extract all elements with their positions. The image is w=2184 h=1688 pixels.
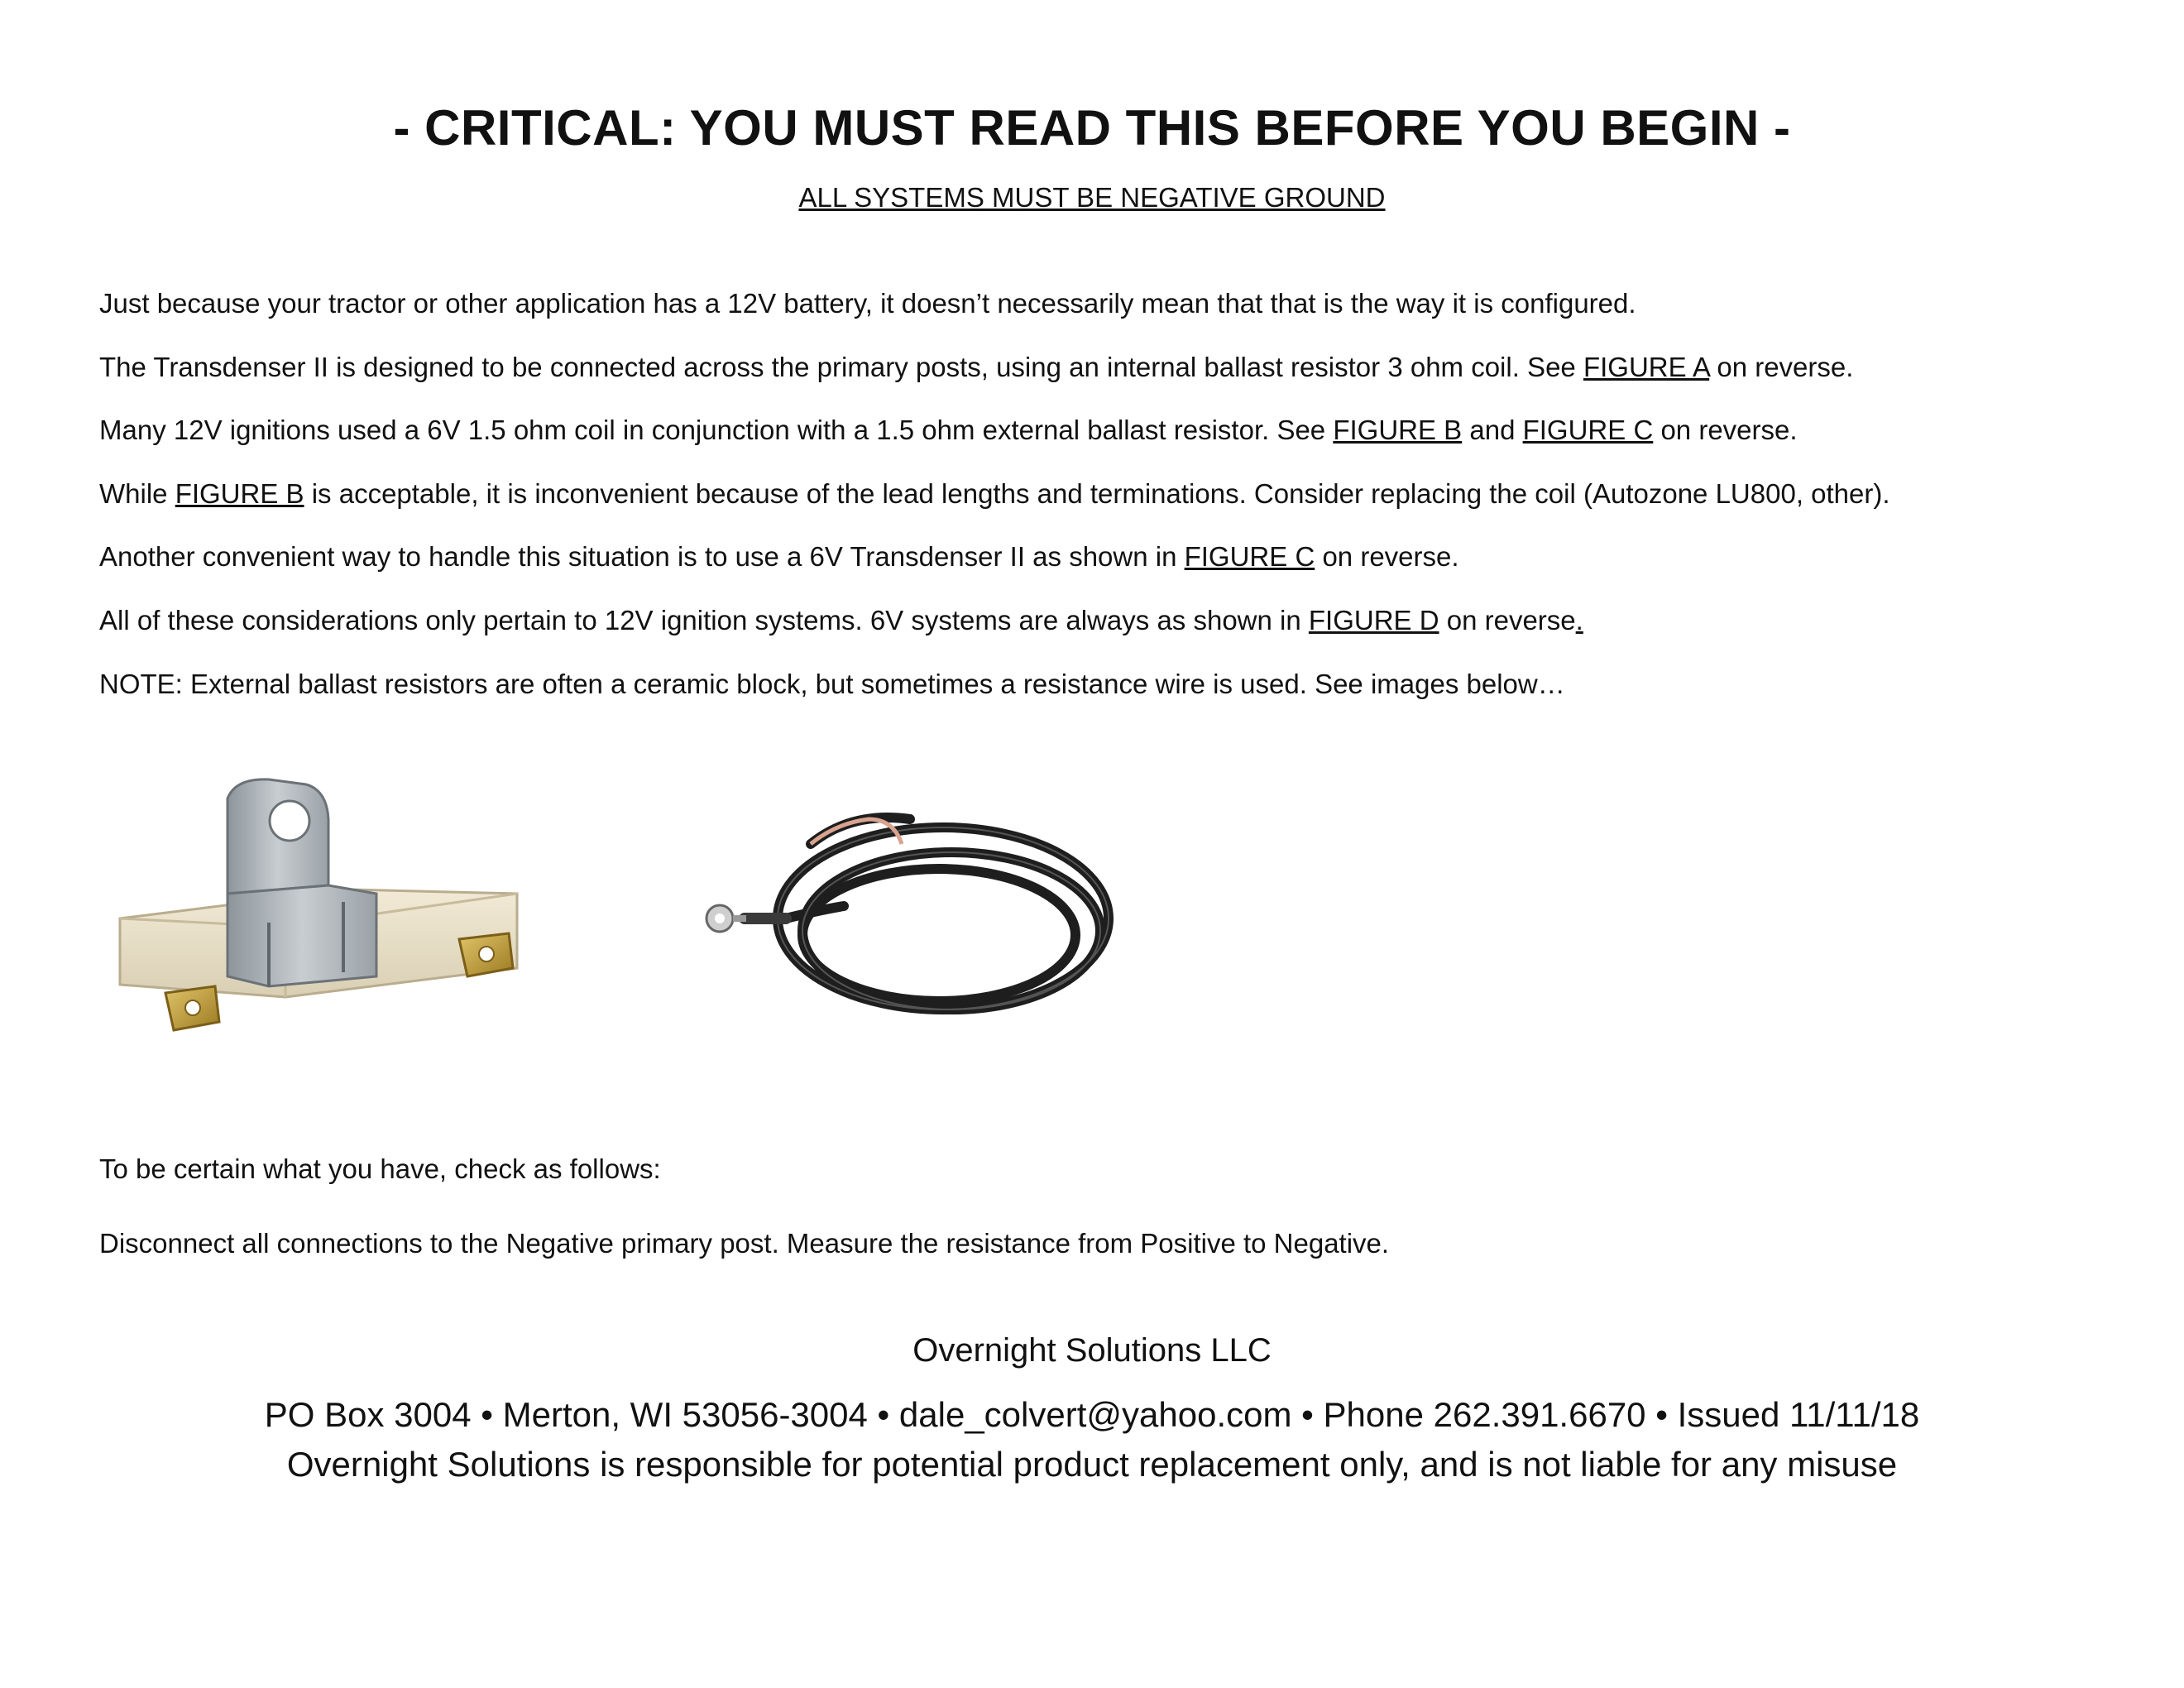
paragraph-check: To be certain what you have, check as follows: <box>99 1153 661 1184</box>
paragraph-6-period: . <box>1575 605 1583 635</box>
page-subtitle: ALL SYSTEMS MUST BE NEGATIVE GROUND <box>798 182 1386 213</box>
paragraph-5-tail: on reverse. <box>1315 541 1459 572</box>
paragraph-6 <box>99 605 1583 636</box>
paragraph-note: NOTE: External ballast resistors are often a ceramic block, but sometimes a resistance wire is used. See images below… <box>99 669 1565 699</box>
figure-a-reference: FIGURE A <box>1583 352 1710 382</box>
figure-b-reference: FIGURE B <box>1333 415 1463 445</box>
footer-contact: PO Box 3004 • Merton, WI 53056-3004 • dale_colvert@yahoo.com • Phone 262.391.6670 • Issued 11/11/18 <box>264 1395 1920 1434</box>
ballast-resistor-illustration <box>103 770 525 1067</box>
footer-company: Overnight Solutions LLC <box>912 1332 1272 1369</box>
paragraph-6-tail: on reverse <box>1439 605 1576 635</box>
paragraph-2-tail: on reverse. <box>1709 352 1854 382</box>
paragraph-5 <box>99 541 1459 573</box>
footer-disclaimer: Overnight Solutions is responsible for potential product replacement only, and is not liable for any misuse <box>286 1445 1898 1484</box>
paragraph-3-and: and <box>1462 415 1523 445</box>
figure-d-reference: FIGURE D <box>1308 605 1439 635</box>
ballast-resistor-image <box>103 770 525 1067</box>
paragraph-4 <box>99 478 1890 510</box>
figure-c-reference: FIGURE C <box>1184 541 1315 572</box>
figure-b-reference: FIGURE B <box>175 478 304 509</box>
resistance-wire-image <box>695 794 1125 1043</box>
paragraph-measure: Disconnect all connections to the Negative primary post. Measure the resistance from Positive to Negative. <box>99 1228 1390 1259</box>
figure-c-reference: FIGURE C <box>1522 415 1654 445</box>
paragraph-3-text: Many 12V ignitions used a 6V 1.5 ohm coil in conjunction with a 1.5 ohm external ballast resistor. See <box>99 415 1334 445</box>
paragraph-4-tail: is acceptable, it is inconvenient because of the lead lengths and terminations. Consider replacing the coil (Autozone LU800, other). <box>304 478 1890 509</box>
paragraph-2-text: The Transdenser II is designed to be connected across the primary posts, using an internal ballast resistor 3 ohm coil. See <box>99 352 1583 382</box>
paragraph-3-tail: on reverse. <box>1653 415 1798 445</box>
paragraph-4-text: While <box>99 478 175 509</box>
page-title: - CRITICAL: YOU MUST READ THIS BEFORE YOU BEGIN - <box>393 100 1791 156</box>
paragraph-1: Just because your tractor or other application has a 12V battery, it doesn’t necessarily mean that that is the way it is configured. <box>99 288 1636 319</box>
paragraph-3 <box>99 415 1798 446</box>
paragraph-2 <box>99 352 1853 383</box>
paragraph-5-text: Another convenient way to handle this situation is to use a 6V Transdenser II as shown in <box>99 541 1185 572</box>
resistance-wire-illustration <box>695 794 1125 1043</box>
paragraph-6-text: All of these considerations only pertain to 12V ignition systems. 6V systems are always as shown in <box>99 605 1309 635</box>
